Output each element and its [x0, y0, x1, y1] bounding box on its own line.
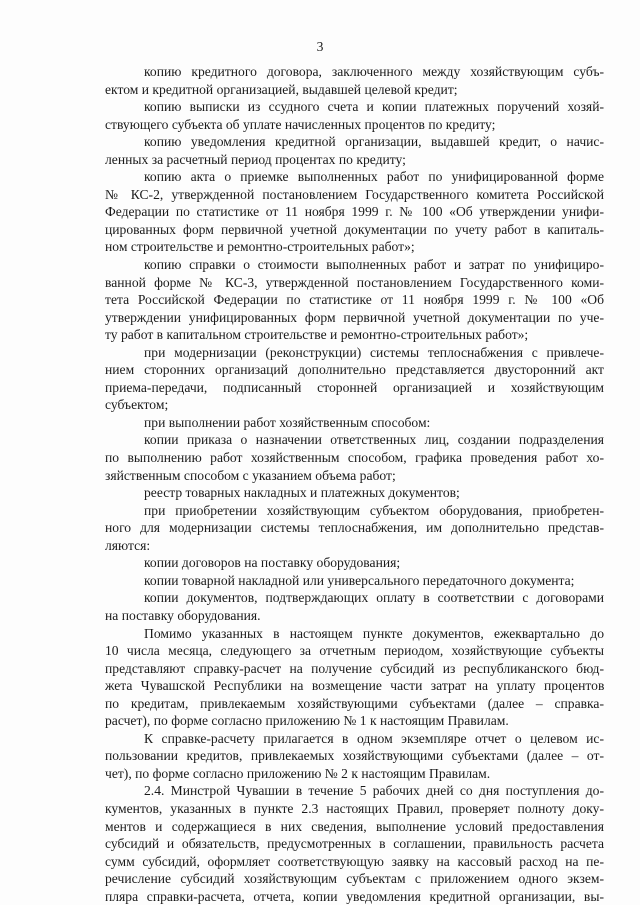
text-line: на поставку оборудования.	[105, 607, 261, 623]
text-line: по кредитам, привлекаемым хозяйствующими субъектами (далее – справка-	[105, 695, 604, 711]
text-line: копии договоров на поставку оборудования;	[144, 555, 401, 571]
text-line: речисление субсидий хозяйствующим субъектам с приложением одного экзем-	[105, 871, 604, 887]
text-line: пользовании кредитов, привлекаемых хозяйствующими субъектами (далее – от-	[105, 748, 604, 764]
text-line: ектом и кредитной организацией, выдавшей целевой кредит;	[105, 81, 458, 97]
text-line: при выполнении работ хозяйственным способом:	[144, 414, 431, 430]
text-line: при модернизации (реконструкции) системы теплоснабжения с привлече-	[144, 344, 604, 360]
text-line: ного для модернизации системы теплоснабжения, им дополнительно представ-	[105, 520, 604, 536]
text-line: копии документов, подтверждающих оплату в соответствии с договорами	[144, 590, 604, 606]
text-line: нием сторонних организаций дополнительно представляется двусторонний акт	[105, 362, 604, 378]
text-line: по выполнению работ хозяйственным способом, графика проведения работ хо-	[105, 450, 604, 466]
document-body	[105, 63, 604, 905]
text-line: ментов и содержащиеся в них сведения, выполнение условий предоставления	[105, 818, 604, 834]
text-line: утверждении унифицированных форм первичной учетной документации по уче-	[105, 309, 604, 325]
text-line: тета Российской Федерации по статистике от 11 ноября 1999 г. № 100 «Об	[105, 292, 604, 308]
text-line: 10 числа месяца, следующего за отчетным периодом, хозяйствующие субъекты	[105, 643, 604, 659]
text-line: сумм субсидий, оформляет соответствующую заявку на кассовый расход на пе-	[105, 853, 604, 869]
text-line: Федерации по статистике от 11 ноября 1999 г. № 100 «Об утверждении унифи-	[105, 204, 604, 220]
text-line: представляют справку-расчет на получение субсидий из республиканского бюд-	[105, 660, 604, 676]
text-line: при приобретении хозяйствующим субъектом оборудования, приобретен-	[144, 502, 604, 518]
text-line: приема-передачи, подписанный сторонней организацией и хозяйствующим	[105, 379, 604, 395]
text-line: копию уведомления кредитной организации, выдавшей кредит, о начис-	[144, 134, 604, 150]
text-line: копию выписки из ссудного счета и копии платежных поручений хозяй-	[144, 99, 604, 115]
text-line: ту работ в капитальном строительстве и ремонтно-строительных работ»;	[105, 327, 529, 343]
text-line: копию кредитного договора, заключенного между хозяйствующим субъ-	[144, 64, 604, 79]
text-line: ствующего субъекта об уплате начисленных процентов по кредиту;	[105, 116, 496, 132]
text-line: реестр товарных накладных и платежных документов;	[144, 485, 460, 501]
text-line: 2.4. Минстрой Чувашии в течение 5 рабочих дней со дня поступления до-	[144, 783, 604, 799]
text-line: копию справки о стоимости выполненных работ и затрат по унифициро-	[144, 257, 604, 273]
text-line: ном строительстве и ремонтно-строительных работ»;	[105, 239, 415, 255]
text-line: субъектом;	[105, 397, 169, 413]
text-line: субсидий и обязательств, предусмотренных в соглашении, правильность расчета	[105, 836, 604, 852]
text-line: копии товарной накладной или универсального передаточного документа;	[144, 572, 575, 588]
text-line: жета Чувашской Республики на возмещение части затрат на уплату процентов	[105, 678, 604, 694]
text-line: цированных форм первичной учетной документации по учету работ в капиталь-	[105, 221, 604, 237]
text-line: чет), по форме согласно приложению № 2 к настоящим Правилам.	[105, 765, 491, 781]
text-line: копии приказа о назначении ответственных лиц, создании подразделения	[144, 432, 604, 448]
text-line: ленных за расчетный период процентах по кредиту;	[105, 151, 406, 167]
text-line: № КС-2, утвержденной постановлением Государственного комитета Российской	[105, 186, 604, 202]
page-number: 3	[316, 39, 324, 54]
text-line: Помимо указанных в настоящем пункте документов, ежеквартально до	[144, 625, 604, 641]
text-line: пляра справки-расчета, отчета, копии уведомления кредитной организации, вы-	[105, 888, 604, 904]
text-line: кументов, указанных в пункте 2.3 настоящих Правил, проверяет полноту доку-	[105, 800, 604, 816]
text-line: копию акта о приемке выполненных работ по унифицированной форме	[144, 169, 604, 185]
text-line: расчет), по форме согласно приложению № 1 к настоящим Правилам.	[105, 713, 509, 729]
text-line: зяйственным способом с указанием объема работ;	[105, 467, 396, 483]
text-line: ляются:	[105, 537, 151, 553]
text-line: ванной форме № КС-3, утвержденной постановлением Государственного коми-	[105, 274, 604, 290]
text-line: К справке-расчету прилагается в одном экземпляре отчет о целевом ис-	[144, 730, 604, 746]
